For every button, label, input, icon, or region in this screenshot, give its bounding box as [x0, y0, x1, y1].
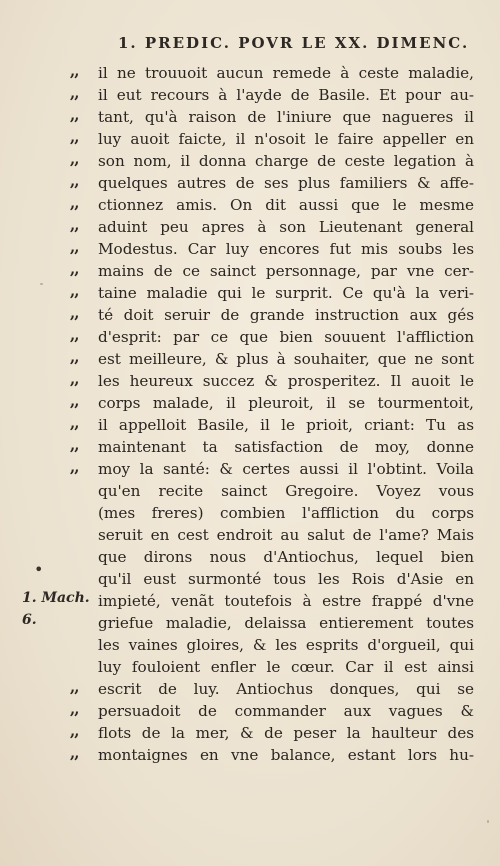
- line-text: est meilleure, & plus à souhaiter, que ne sont: [98, 350, 474, 368]
- text-line: [0, 370, 500, 392]
- running-header: 1. PREDIC. POVR LE XX. DIMENC.: [118, 34, 470, 52]
- line-text: (mes freres) combien l'affliction du corps: [98, 504, 474, 522]
- text-line: [0, 282, 500, 304]
- quotation-mark: ,,: [70, 150, 79, 168]
- quotation-mark: ,,: [70, 458, 79, 476]
- line-text: il ne trouuoit aucun remede à ceste maladie,: [98, 64, 474, 82]
- margin-reference-book: 1. Mach.: [22, 590, 90, 606]
- text-line: [0, 546, 500, 568]
- line-text: les vaines gloires, & les esprits d'orgueil, qui: [98, 636, 474, 654]
- text-line: [0, 458, 500, 480]
- text-line: [0, 744, 500, 766]
- quotation-mark: ,,: [70, 260, 79, 278]
- quotation-mark: ,,: [70, 436, 79, 454]
- quotation-mark: ,,: [70, 194, 79, 212]
- text-line: [0, 436, 500, 458]
- quotation-mark: ,,: [70, 348, 79, 366]
- text-line: [0, 524, 500, 546]
- line-text: griefue maladie, delaissa entierement toutes: [98, 614, 474, 632]
- quotation-mark: ,,: [70, 84, 79, 102]
- quotation-mark: ,,: [70, 326, 79, 344]
- line-text: il eut recours à l'ayde de Basile. Et pour au-: [98, 86, 474, 104]
- line-text: té doit seruir de grande instruction aux gés: [98, 306, 474, 324]
- text-line: [0, 150, 500, 172]
- line-text: qu'en recite sainct Gregoire. Voyez vous: [98, 482, 474, 500]
- line-text: luy auoit faicte, il n'osoit le faire appeller en: [98, 130, 474, 148]
- text-line: [0, 722, 500, 744]
- line-text: que dirons nous d'Antiochus, lequel bien: [98, 548, 474, 566]
- line-text: escrit de luy. Antiochus donques, qui se: [98, 680, 474, 698]
- text-line: [0, 238, 500, 260]
- line-text: mains de ce sainct personnage, par vne cer-: [98, 262, 474, 280]
- line-text: impieté, venãt toutefois à estre frappé d'vne: [98, 592, 474, 610]
- quotation-mark: ,,: [70, 106, 79, 124]
- text-line: [0, 590, 500, 612]
- text-line: [0, 84, 500, 106]
- text-line: [0, 304, 500, 326]
- line-text: seruit en cest endroit au salut de l'ame? Mais: [98, 526, 474, 544]
- text-line: [0, 216, 500, 238]
- line-text: ctionnez amis. On dit aussi que le mesme: [98, 196, 474, 214]
- line-text: qu'il eust surmonté tous les Rois d'Asie en: [98, 570, 474, 588]
- text-line: [0, 128, 500, 150]
- line-text: luy fouloient enfler le cœur. Car il est ainsi: [98, 658, 474, 676]
- text-line: [0, 678, 500, 700]
- quotation-mark: ,,: [70, 128, 79, 146]
- text-line: [0, 172, 500, 194]
- quotation-mark: ,,: [70, 722, 79, 740]
- quotation-mark: ,,: [70, 216, 79, 234]
- line-text: aduint peu apres à son Lieutenant general: [98, 218, 474, 236]
- quotation-mark: ,,: [70, 238, 79, 256]
- text-line: [0, 502, 500, 524]
- text-line: [0, 700, 500, 722]
- margin-reference-chapter: 6.: [22, 612, 37, 628]
- text-line: [0, 414, 500, 436]
- line-text: maintenant ta satisfaction de moy, donne: [98, 438, 474, 456]
- quotation-mark: ,,: [70, 304, 79, 322]
- line-text: quelques autres de ses plus familiers & affe-: [98, 174, 474, 192]
- text-line: [0, 612, 500, 634]
- margin-ornament: •: [34, 560, 44, 579]
- quotation-mark: ,,: [70, 744, 79, 762]
- line-text: d'esprit: par ce que bien souuent l'affliction: [98, 328, 474, 346]
- line-text: son nom, il donna charge de ceste legation à: [98, 152, 474, 170]
- text-line: [0, 480, 500, 502]
- text-line: [0, 62, 500, 84]
- quotation-mark: ,,: [70, 282, 79, 300]
- text-line: [0, 568, 500, 590]
- line-text: persuadoit de commander aux vagues &: [98, 702, 474, 720]
- line-text: tant, qu'à raison de l'iniure que nagueres il: [98, 108, 474, 126]
- text-line: [0, 634, 500, 656]
- text-line: [0, 348, 500, 370]
- text-line: [0, 260, 500, 282]
- line-text: moy la santé: & certes aussi il l'obtint. Voila: [98, 460, 474, 478]
- line-text: il appelloit Basile, il le prioit, criant: Tu as: [98, 416, 474, 434]
- quotation-mark: ,,: [70, 370, 79, 388]
- line-text: Modestus. Car luy encores fut mis soubs les: [98, 240, 474, 258]
- text-line: [0, 326, 500, 348]
- quotation-mark: ,,: [70, 62, 79, 80]
- text-line: [0, 194, 500, 216]
- line-text: taine maladie qui le surprit. Ce qu'à la veri-: [98, 284, 474, 302]
- quotation-mark: ,,: [70, 678, 79, 696]
- quotation-mark: ,,: [70, 700, 79, 718]
- quotation-mark: ,,: [70, 172, 79, 190]
- line-text: flots de la mer, & de peser la haulteur des: [98, 724, 474, 742]
- text-line: [0, 106, 500, 128]
- line-text: montaignes en vne balance, estant lors hu-: [98, 746, 474, 764]
- paper-speck: [487, 820, 489, 823]
- quotation-mark: ,,: [70, 414, 79, 432]
- text-line: [0, 656, 500, 678]
- paper-speck: [40, 283, 43, 285]
- text-line: [0, 392, 500, 414]
- line-text: corps malade, il pleuroit, il se tourmentoit,: [98, 394, 474, 412]
- line-text: les heureux succez & prosperitez. Il auoit le: [98, 372, 474, 390]
- quotation-mark: ,,: [70, 392, 79, 410]
